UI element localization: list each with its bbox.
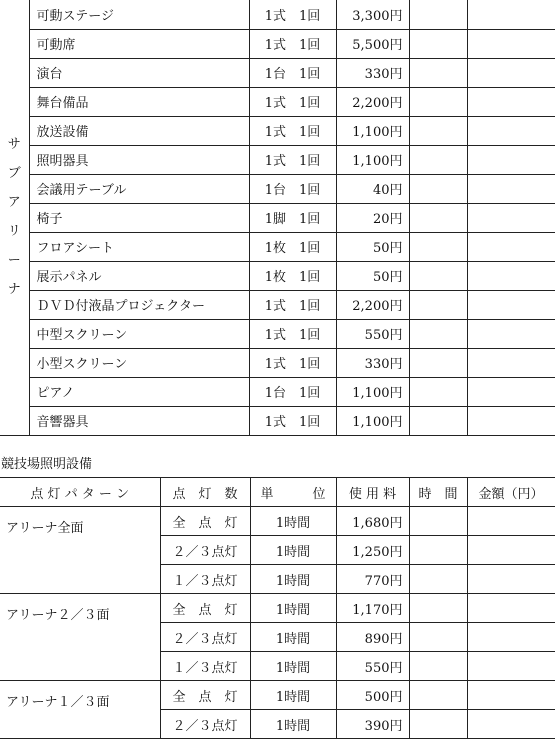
equipment-unit: 1式 1回	[249, 87, 336, 116]
lighting-count: 全 点 灯	[160, 681, 250, 710]
lighting-time	[409, 710, 467, 739]
equipment-amount	[467, 87, 555, 116]
lighting-fee: 1,170円	[336, 594, 409, 623]
header-fee: 使 用 料	[336, 478, 409, 507]
equipment-amount	[467, 116, 555, 145]
lighting-count: ２／３点灯	[160, 536, 250, 565]
equipment-row	[0, 0, 555, 29]
equipment-amount	[467, 58, 555, 87]
equipment-time	[409, 174, 467, 203]
lighting-amount	[467, 681, 555, 710]
lighting-fee: 550円	[336, 652, 409, 681]
lighting-amount	[467, 652, 555, 681]
lighting-amount	[467, 710, 555, 739]
equipment-time	[409, 319, 467, 348]
equipment-row	[0, 58, 555, 87]
lighting-equipment-table	[0, 477, 555, 739]
equipment-name: 放送設備	[29, 116, 249, 145]
equipment-time	[409, 232, 467, 261]
equipment-time	[409, 58, 467, 87]
lighting-unit: 1時間	[250, 565, 336, 594]
equipment-fee: 40円	[336, 174, 409, 203]
equipment-unit: 1枚 1回	[249, 261, 336, 290]
equipment-amount	[467, 203, 555, 232]
lighting-count: 全 点 灯	[160, 507, 250, 536]
equipment-unit: 1台 1回	[249, 174, 336, 203]
equipment-fee: 1,100円	[336, 145, 409, 174]
equipment-fee: 330円	[336, 348, 409, 377]
equipment-amount	[467, 406, 555, 435]
equipment-time	[409, 145, 467, 174]
equipment-fee: 1,100円	[336, 116, 409, 145]
sub-arena-vertical-label	[0, 0, 29, 435]
equipment-row	[0, 29, 555, 58]
equipment-time	[409, 116, 467, 145]
equipment-amount	[467, 348, 555, 377]
lighting-amount	[467, 594, 555, 623]
equipment-name: 可動ステージ	[29, 0, 249, 29]
lighting-amount	[467, 623, 555, 652]
lighting-unit: 1時間	[250, 536, 336, 565]
equipment-time	[409, 203, 467, 232]
equipment-fee: 2,200円	[336, 290, 409, 319]
equipment-fee: 5,500円	[336, 29, 409, 58]
equipment-fee: 50円	[336, 261, 409, 290]
equipment-fee: 3,300円	[336, 0, 409, 29]
lighting-time	[409, 565, 467, 594]
lighting-fee: 1,680円	[336, 507, 409, 536]
header-pattern: 点 灯 パ タ ー ン	[0, 478, 160, 507]
lighting-unit: 1時間	[250, 507, 336, 536]
header-unit: 単 位	[250, 478, 336, 507]
lighting-count: ２／３点灯	[160, 623, 250, 652]
equipment-unit: 1脚 1回	[249, 203, 336, 232]
equipment-time	[409, 406, 467, 435]
lighting-pattern-name: アリーナ２／３面	[0, 594, 160, 681]
equipment-name: 演台	[29, 58, 249, 87]
equipment-row	[0, 290, 555, 319]
equipment-name: 可動席	[29, 29, 249, 58]
equipment-amount	[467, 377, 555, 406]
equipment-amount	[467, 174, 555, 203]
lighting-unit: 1時間	[250, 710, 336, 739]
vertical-label-char: ナ	[7, 282, 21, 298]
equipment-name: 椅子	[29, 203, 249, 232]
lighting-time	[409, 681, 467, 710]
equipment-time	[409, 29, 467, 58]
lighting-time	[409, 507, 467, 536]
equipment-row	[0, 348, 555, 377]
vertical-label-char: リ	[7, 224, 21, 240]
equipment-name: 舞台備品	[29, 87, 249, 116]
equipment-name: ピアノ	[29, 377, 249, 406]
lighting-time	[409, 623, 467, 652]
equipment-amount	[467, 319, 555, 348]
equipment-amount	[467, 29, 555, 58]
equipment-unit: 1式 1回	[249, 116, 336, 145]
lighting-fee: 890円	[336, 623, 409, 652]
equipment-time	[409, 87, 467, 116]
lighting-amount	[467, 507, 555, 536]
equipment-time	[409, 290, 467, 319]
equipment-unit: 1式 1回	[249, 348, 336, 377]
equipment-row	[0, 145, 555, 174]
equipment-row	[0, 116, 555, 145]
equipment-amount	[467, 0, 555, 29]
vertical-label-char: ー	[7, 253, 21, 269]
equipment-row	[0, 232, 555, 261]
vertical-label-char: サ	[7, 137, 21, 153]
lighting-unit: 1時間	[250, 623, 336, 652]
equipment-unit: 1枚 1回	[249, 232, 336, 261]
equipment-amount	[467, 232, 555, 261]
equipment-amount	[467, 261, 555, 290]
equipment-time	[409, 377, 467, 406]
lighting-count: ２／３点灯	[160, 710, 250, 739]
equipment-row	[0, 319, 555, 348]
lighting-fee: 1,250円	[336, 536, 409, 565]
equipment-name: ＤＶＤ付液晶プロジェクター	[29, 290, 249, 319]
lighting-unit: 1時間	[250, 652, 336, 681]
lighting-time	[409, 536, 467, 565]
equipment-name: 音響器具	[29, 406, 249, 435]
equipment-name: 小型スクリーン	[29, 348, 249, 377]
equipment-name: 展示パネル	[29, 261, 249, 290]
equipment-time	[409, 0, 467, 29]
lighting-fee: 390円	[336, 710, 409, 739]
equipment-row	[0, 261, 555, 290]
lighting-amount	[467, 565, 555, 594]
equipment-row	[0, 406, 555, 435]
equipment-unit: 1式 1回	[249, 319, 336, 348]
equipment-fee: 550円	[336, 319, 409, 348]
lighting-fee: 770円	[336, 565, 409, 594]
equipment-unit: 1式 1回	[249, 145, 336, 174]
equipment-time	[409, 261, 467, 290]
lighting-unit: 1時間	[250, 681, 336, 710]
lighting-pattern-name: アリーナ全面	[0, 507, 160, 594]
equipment-fee: 330円	[336, 58, 409, 87]
lighting-amount	[467, 536, 555, 565]
equipment-name: 中型スクリーン	[29, 319, 249, 348]
equipment-name: フロアシート	[29, 232, 249, 261]
equipment-row	[0, 174, 555, 203]
equipment-name: 照明器具	[29, 145, 249, 174]
equipment-row	[0, 377, 555, 406]
lighting-unit: 1時間	[250, 594, 336, 623]
lighting-row	[0, 681, 555, 710]
lighting-count: １／３点灯	[160, 565, 250, 594]
header-time: 時 間	[409, 478, 467, 507]
equipment-unit: 1式 1回	[249, 0, 336, 29]
equipment-row	[0, 87, 555, 116]
lighting-time	[409, 652, 467, 681]
equipment-fee: 2,200円	[336, 87, 409, 116]
equipment-name: 会議用テーブル	[29, 174, 249, 203]
equipment-row	[0, 203, 555, 232]
vertical-label-char: ブ	[7, 166, 21, 182]
equipment-time	[409, 348, 467, 377]
equipment-amount	[467, 145, 555, 174]
equipment-unit: 1式 1回	[249, 29, 336, 58]
equipment-fee: 20円	[336, 203, 409, 232]
equipment-unit: 1台 1回	[249, 377, 336, 406]
equipment-fee: 50円	[336, 232, 409, 261]
lighting-section-title: 競技場照明設備	[1, 457, 93, 472]
lighting-row	[0, 507, 555, 536]
equipment-fee: 1,100円	[336, 406, 409, 435]
equipment-unit: 1台 1回	[249, 58, 336, 87]
equipment-unit: 1式 1回	[249, 290, 336, 319]
equipment-unit: 1式 1回	[249, 406, 336, 435]
lighting-header-row	[0, 478, 555, 507]
lighting-count: １／３点灯	[160, 652, 250, 681]
lighting-time	[409, 594, 467, 623]
lighting-pattern-name: アリーナ１／３面	[0, 681, 160, 739]
lighting-row	[0, 594, 555, 623]
header-lighting-count: 点 灯 数	[160, 478, 250, 507]
equipment-fee: 1,100円	[336, 377, 409, 406]
vertical-label-char: ア	[7, 195, 21, 211]
lighting-fee: 500円	[336, 681, 409, 710]
lighting-count: 全 点 灯	[160, 594, 250, 623]
header-amount: 金額（円）	[467, 478, 555, 507]
equipment-amount	[467, 290, 555, 319]
